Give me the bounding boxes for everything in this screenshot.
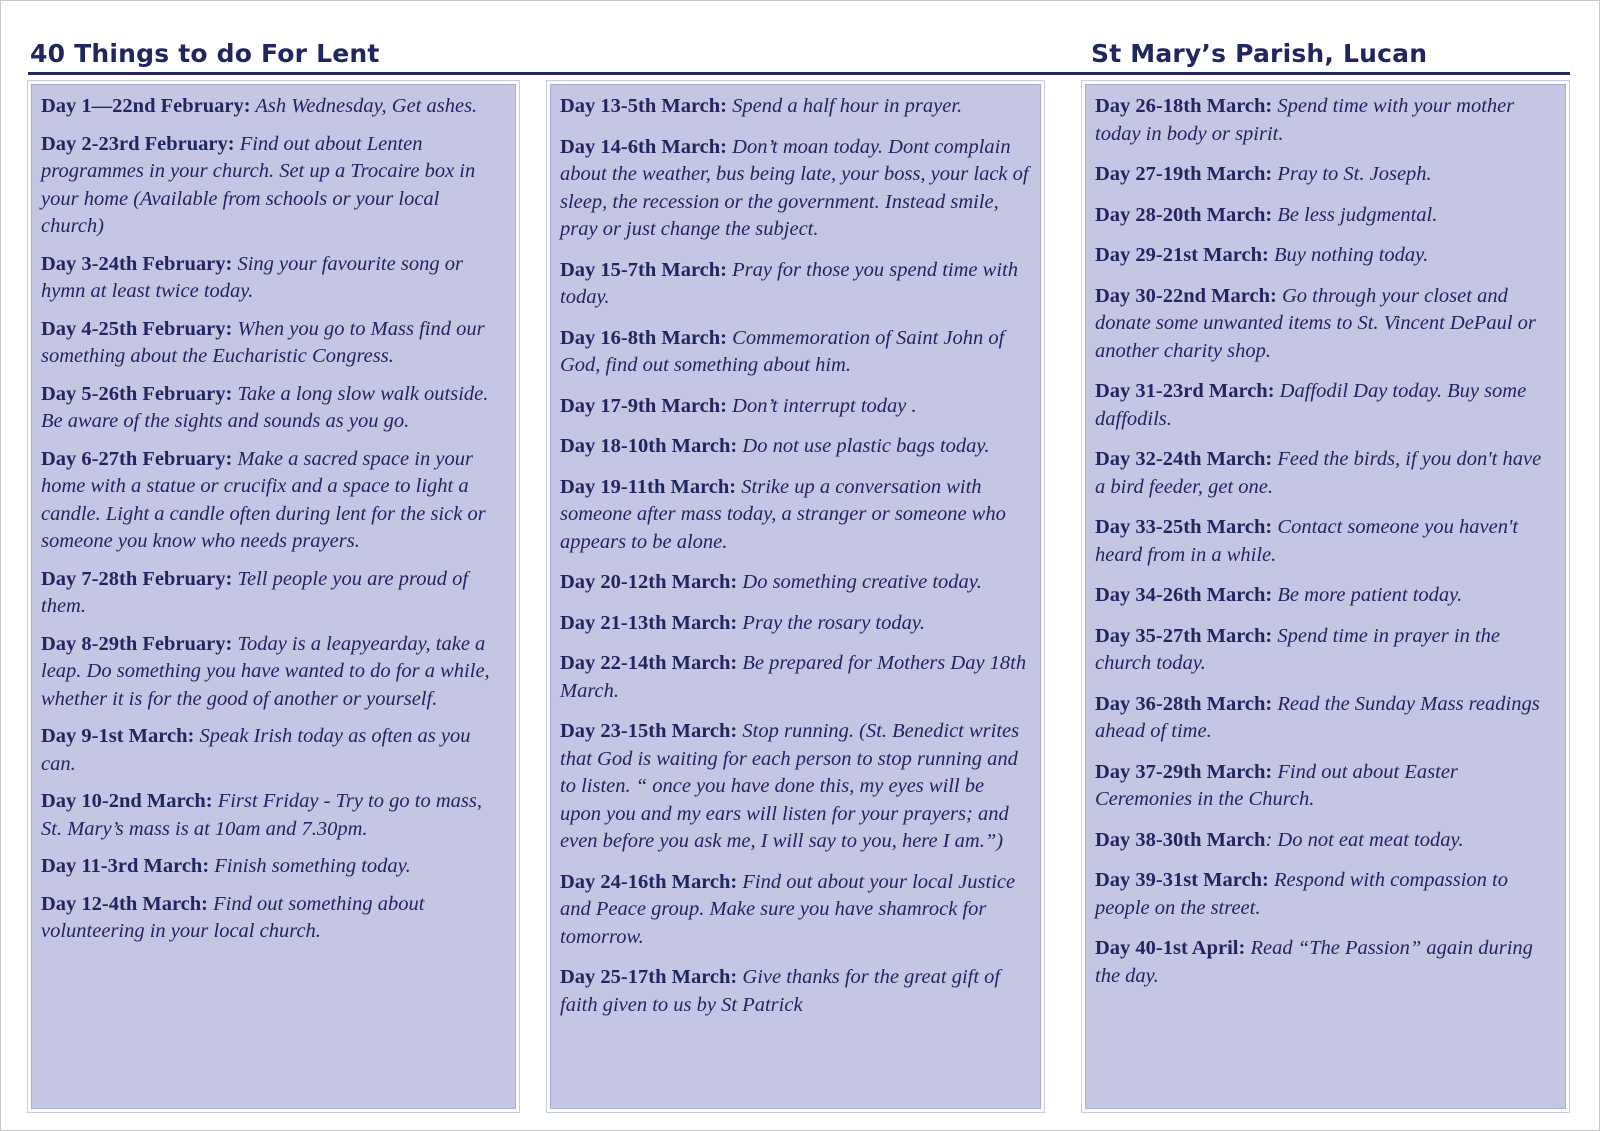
list-item — [1095, 446, 1555, 501]
list-item — [560, 610, 1030, 638]
activity-text: Spend time in prayer in the church today. — [1095, 624, 1500, 674]
activity-text: Today is a leapyearday, take a leap. Do something you have wanted to do for a while, whether it is for the good of another or yourself. — [41, 632, 490, 710]
activity-text: Strike up a conversation with someone after mass today, a stranger or someone who appears to be alone. — [560, 475, 1006, 553]
activity-text: Read “The Passion” again during the day. — [1095, 937, 1533, 987]
activity-text: Give thanks for the great gift of faith given to us by St Patrick — [560, 966, 1001, 1016]
activity-text: Daffodil Day today. Buy some daffodils. — [1095, 380, 1527, 430]
list-item — [560, 93, 1030, 121]
day-label: Day 34-26th March: — [1095, 584, 1273, 606]
column-2 — [550, 84, 1041, 1109]
column-1 — [31, 84, 516, 1109]
list-item — [41, 631, 505, 714]
list-item — [1095, 378, 1555, 433]
day-label: Day 17-9th March: — [560, 394, 728, 417]
day-label: Day 39-31st March: — [1095, 869, 1269, 891]
list-item — [560, 474, 1030, 557]
day-label: Day 21-13th March: — [560, 611, 738, 634]
activity-text: Find out about your local Justice and Peace group. Make sure you have shamrock for tomorrow. — [560, 870, 1016, 948]
day-label: Day 33-25th March: — [1095, 516, 1273, 538]
parish-name: St Mary’s Parish, Lucan — [1091, 39, 1428, 68]
day-label: Day 23-15th March: — [560, 720, 738, 742]
list-item — [1095, 283, 1555, 366]
activity-text: When you go to Mass find our something about the Eucharistic Congress. — [41, 317, 485, 367]
activity-text: Contact someone you haven't heard from in a while. — [1095, 516, 1519, 566]
list-item — [560, 869, 1030, 952]
list-item — [41, 891, 505, 946]
page-title: 40 Things to do For Lent — [30, 39, 380, 68]
list-item — [41, 251, 505, 306]
day-label: Day 22-14th March: — [560, 652, 738, 674]
activity-text: Take a long slow walk outside. Be aware of the sights and sounds as you go. — [41, 382, 489, 432]
list-item — [1095, 827, 1555, 855]
activity-text: Pray the rosary today. — [737, 611, 925, 634]
day-label: Day 15-7th March: — [560, 258, 728, 281]
day-label: Day 38-30th March — [1095, 828, 1266, 851]
activity-text: Sing your favourite song or hymn at least twice today. — [41, 252, 463, 302]
list-item — [41, 93, 505, 121]
day-label: Day 3-24th February: — [41, 252, 233, 275]
day-label: Day 31-23rd March: — [1095, 380, 1275, 402]
day-label: Day 16-8th March: — [560, 326, 728, 349]
day-label: Day 13-5th March: — [560, 95, 728, 117]
activity-text: Find out about Lenten programmes in your church. Set up a Trocaire box in your home (Available from schools or your local church) — [41, 132, 476, 237]
list-item — [1095, 93, 1555, 148]
list-item — [560, 650, 1030, 705]
day-label: Day 8-29th February: — [41, 632, 233, 655]
day-label: Day 35-27th March: — [1095, 624, 1273, 647]
list-item — [41, 316, 505, 371]
day-label: Day 26-18th March: — [1095, 95, 1273, 117]
list-item — [41, 788, 505, 843]
activity-text: Pray to St. Joseph. — [1272, 163, 1432, 185]
day-label: Day 29-21st March: — [1095, 244, 1269, 266]
day-label: Day 27-19th March: — [1095, 163, 1273, 185]
activity-text: Tell people you are proud of them. — [41, 567, 469, 617]
day-label: Day 6-27th February: — [41, 447, 233, 470]
activity-text: Spend a half hour in prayer. — [727, 95, 963, 117]
day-label: Day 40-1st April: — [1095, 937, 1246, 959]
list-item — [41, 853, 505, 881]
activity-text: Commemoration of Saint John of God, find out something about him. — [560, 326, 1005, 376]
activity-text: Don’t moan today. Dont complain about the weather, bus being late, your boss, your lack of sleep, the recession or the government. Instead smile, pray or just change the subject. — [560, 135, 1029, 240]
activity-text: Do not use plastic bags today. — [737, 435, 990, 457]
day-label: Day 20-12th March: — [560, 571, 738, 593]
day-label: Day 1—22nd February: — [41, 95, 251, 117]
day-label: Day 32-24th March: — [1095, 448, 1273, 470]
activity-text: Spend time with your mother today in body or spirit. — [1095, 95, 1515, 145]
list-item — [1095, 935, 1555, 990]
day-label: Day 10-2nd March: — [41, 790, 213, 812]
activity-text: Be prepared for Mothers Day 18th March. — [560, 652, 1027, 702]
activity-text: Find out about Easter Ceremonies in the Church. — [1095, 760, 1458, 810]
activity-text: Don’t interrupt today . — [727, 394, 917, 417]
day-label: Day 12-4th March: — [41, 892, 209, 915]
activity-text: Stop running. (St. Benedict writes that God is waiting for each person to stop running and to listen. “ once you have done this, my eyes will be upon you and my ears will listen for your prayers; and even before you ask me, I will say to you, here I am.”) — [560, 720, 1020, 852]
list-item — [1095, 623, 1555, 678]
list-item — [1095, 514, 1555, 569]
list-item — [560, 393, 1030, 421]
activity-text: Go through your closet and donate some unwanted items to St. Vincent DePaul or another charity shop. — [1095, 284, 1536, 362]
activity-text: : Do not eat meat today. — [1265, 828, 1464, 851]
list-item — [41, 381, 505, 436]
list-item — [1095, 759, 1555, 814]
day-label: Day 36-28th March: — [1095, 692, 1273, 715]
day-label: Day 18-10th March: — [560, 435, 738, 457]
day-label: Day 2-23rd February: — [41, 132, 235, 155]
list-item — [41, 566, 505, 621]
activity-text: Ash Wednesday, Get ashes. — [250, 95, 478, 117]
list-item — [1095, 691, 1555, 746]
day-label: Day 14-6th March: — [560, 135, 728, 158]
page-header — [28, 30, 1570, 75]
list-item — [1095, 867, 1555, 922]
list-item — [560, 134, 1030, 244]
column-3 — [1085, 84, 1566, 1109]
activity-text: Speak Irish today as often as you can. — [41, 725, 471, 775]
activity-text: Be more patient today. — [1272, 584, 1463, 606]
activity-text: Respond with compassion to people on the street. — [1095, 869, 1509, 919]
day-label: Day 24-16th March: — [560, 870, 738, 893]
activity-text: Make a sacred space in your home with a statue or crucifix and a space to light a candle. Light a candle often during lent for the sick or someone you know who needs prayers. — [41, 447, 486, 552]
list-item — [560, 325, 1030, 380]
day-label: Day 5-26th February: — [41, 382, 233, 405]
activity-text: Pray for those you spend time with today. — [560, 258, 1018, 308]
list-item — [1095, 202, 1555, 230]
activity-text: First Friday - Try to go to mass, St. Mary’s mass is at 10am and 7.30pm. — [41, 790, 482, 840]
day-label: Day 19-11th March: — [560, 475, 737, 498]
list-item — [1095, 582, 1555, 610]
activity-text: Read the Sunday Mass readings ahead of time. — [1095, 692, 1540, 742]
day-label: Day 37-29th March: — [1095, 760, 1273, 783]
list-item — [1095, 242, 1555, 270]
list-item — [41, 446, 505, 556]
activity-text: Do something creative today. — [737, 571, 982, 593]
activity-text: Be less judgmental. — [1272, 203, 1438, 226]
activity-text: Finish something today. — [209, 855, 411, 877]
day-label: Day 7-28th February: — [41, 567, 233, 590]
list-item — [560, 718, 1030, 856]
day-label: Day 9-1st March: — [41, 725, 195, 747]
day-label: Day 28-20th March: — [1095, 203, 1273, 226]
activity-text: Buy nothing today. — [1268, 244, 1429, 266]
list-item — [560, 964, 1030, 1019]
list-item — [560, 433, 1030, 461]
list-item — [41, 131, 505, 241]
day-label: Day 30-22nd March: — [1095, 284, 1277, 307]
day-label: Day 11-3rd March: — [41, 855, 210, 877]
day-label: Day 25-17th March: — [560, 966, 738, 988]
activity-text: Find out something about volunteering in your local church. — [41, 892, 425, 942]
day-label: Day 4-25th February: — [41, 317, 233, 340]
activity-text: Feed the birds, if you don't have a bird feeder, get one. — [1095, 448, 1542, 498]
list-item — [560, 257, 1030, 312]
list-item — [1095, 161, 1555, 189]
list-item — [41, 723, 505, 778]
list-item — [560, 569, 1030, 597]
